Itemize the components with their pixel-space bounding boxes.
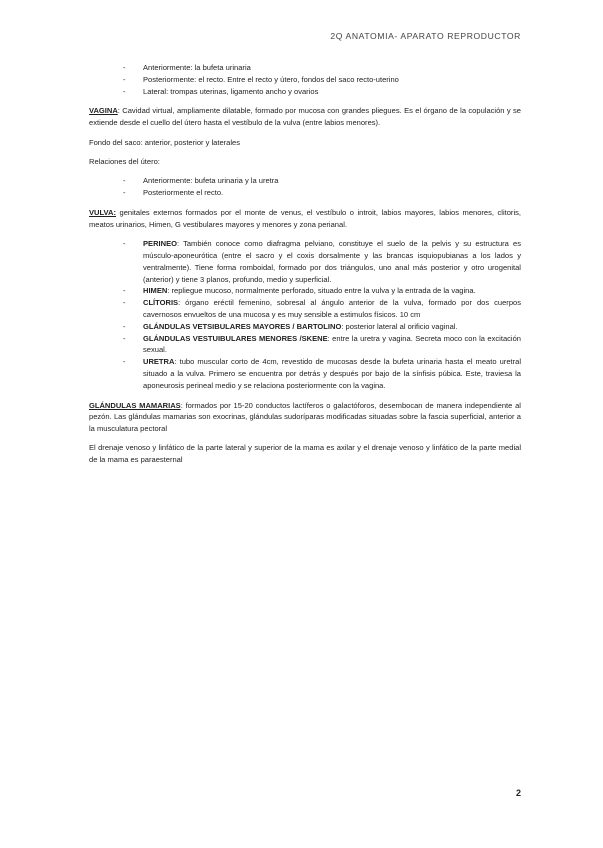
clitoris-text: : órgano eréctil femenino, sobresal al ángulo anterior de la vulva, formado por dos cuerpos cavernosos envueltos de una mucosa y es muy sensible a estimulos físicos. 10 cm bbox=[143, 298, 521, 319]
list-item: - Posteriormente el recto. bbox=[123, 187, 521, 199]
perineo-text: : También conoce como diafragma pelviano, constituye el suelo de la pelvis y su estructura es músculo-aponeurótica (entre el sacro y el coxis dorsalmente y las brancas isquiopubianas a los lados y ventralmente). Tiene forma romboidal, formado por dos triángulos, uno anal más posterior y otro urogenital (anterior) y tiene 3 planos, profundo, medio y superficial. bbox=[143, 239, 521, 284]
list-item-skene bbox=[123, 333, 521, 357]
uretra-text: : tubo muscular corto de 4cm, revestido de mucosas desde la bufeta urinaria hasta el meato uretral situado a la vulva. Primero se encuentra por detrás y después por bajo de la sínfisis púbica. Este, traviesa la aponeurosis perineal medio y se relaciona posteriormente con la vagina. bbox=[143, 357, 521, 390]
mamarias-term: GLÁNDULAS MAMARIAS bbox=[89, 400, 181, 410]
skene-text: : entre la uretra y vagina. Secreta moco con la excitación sexual. bbox=[143, 333, 521, 355]
relaciones-utero-heading: Relaciones del útero: bbox=[89, 156, 160, 166]
perineo-term: PERINEO bbox=[143, 239, 177, 249]
top-relations-list bbox=[89, 62, 521, 97]
list-item: - Posteriormente: el recto. Entre el recto y útero, fondos del saco recto-uterino bbox=[123, 74, 521, 86]
page-header: 2Q ANATOMIA- APARATO REPRODUCTOR bbox=[330, 31, 521, 41]
mamarias-paragraph bbox=[89, 400, 521, 435]
uretra-term: URETRA bbox=[143, 357, 175, 367]
bartolino-text: : posterior lateral al orificio vaginal. bbox=[341, 321, 458, 331]
himen-term: HIMEN bbox=[143, 286, 168, 296]
bartolino-term: GLÁNDULAS VETSIBULARES MAYORES / BARTOLINO bbox=[143, 321, 342, 331]
list-item-himen bbox=[123, 285, 521, 297]
drenaje-paragraph: El drenaje venoso y linfático de la parte lateral y superior de la mama es axilar y el drenaje venoso y linfático de la parte medial de la mama es paraesternal bbox=[89, 443, 521, 465]
himen-text: : repliegue mucoso, normalmente perforado, situado entre la vulva y la entrada de la vagina. bbox=[167, 286, 476, 296]
list-item-bartolino bbox=[123, 321, 521, 333]
fondo-saco-text: Fondo del saco: anterior, posterior y laterales bbox=[89, 137, 241, 147]
list-item: - Lateral: trompas uterinas, ligamento ancho y ovarios bbox=[123, 86, 521, 98]
vulva-text: genitales externos formados por el monte de venus, el vestíbulo o introit, labios mayores, labios menores, clitoris, meatos urinarios, Himen, G vestibulares mayores y menores y zona perianal. bbox=[89, 207, 521, 229]
list-item-perineo bbox=[123, 238, 521, 285]
list-item-clitoris bbox=[123, 297, 521, 321]
relaciones-utero-list bbox=[89, 175, 521, 199]
mamarias-text: : formados por 15-20 conductos lactíferos o galactóforos, desembocan de manera independiente al pezón. Las glándulas mamarias son exocrinas, glándulas sudoríparas modificadas situadas sobre la fascia superficial, anterior a la musculatura pectoral bbox=[89, 400, 521, 434]
vagina-term: VAGINA bbox=[89, 106, 118, 116]
vulva-term: VULVA: bbox=[89, 207, 116, 217]
list-item-uretra bbox=[123, 356, 521, 391]
clitoris-term: CLÍTORIS bbox=[143, 298, 179, 308]
skene-term: GLÁNDULAS VESTUIBULARES MENORES /SKENE bbox=[143, 333, 328, 343]
vagina-text: : Cavidad virtual, ampliamente dilatable, formado por mucosa con grandes pliegues. Es el órgano de la copulación y se extiende desde el cuello del útero hasta el vestíbulo de la vulva (entre labios menores). bbox=[89, 106, 521, 128]
document-body bbox=[89, 62, 521, 474]
list-item: - Anteriormente: la bufeta urinaria bbox=[123, 62, 521, 74]
vagina-paragraph bbox=[89, 105, 521, 129]
vulva-paragraph bbox=[89, 207, 521, 231]
page-number: 2 bbox=[515, 788, 521, 798]
vulva-structures-list bbox=[89, 238, 521, 391]
list-item: - Anteriormente: bufeta urinaria y la uretra bbox=[123, 175, 521, 187]
